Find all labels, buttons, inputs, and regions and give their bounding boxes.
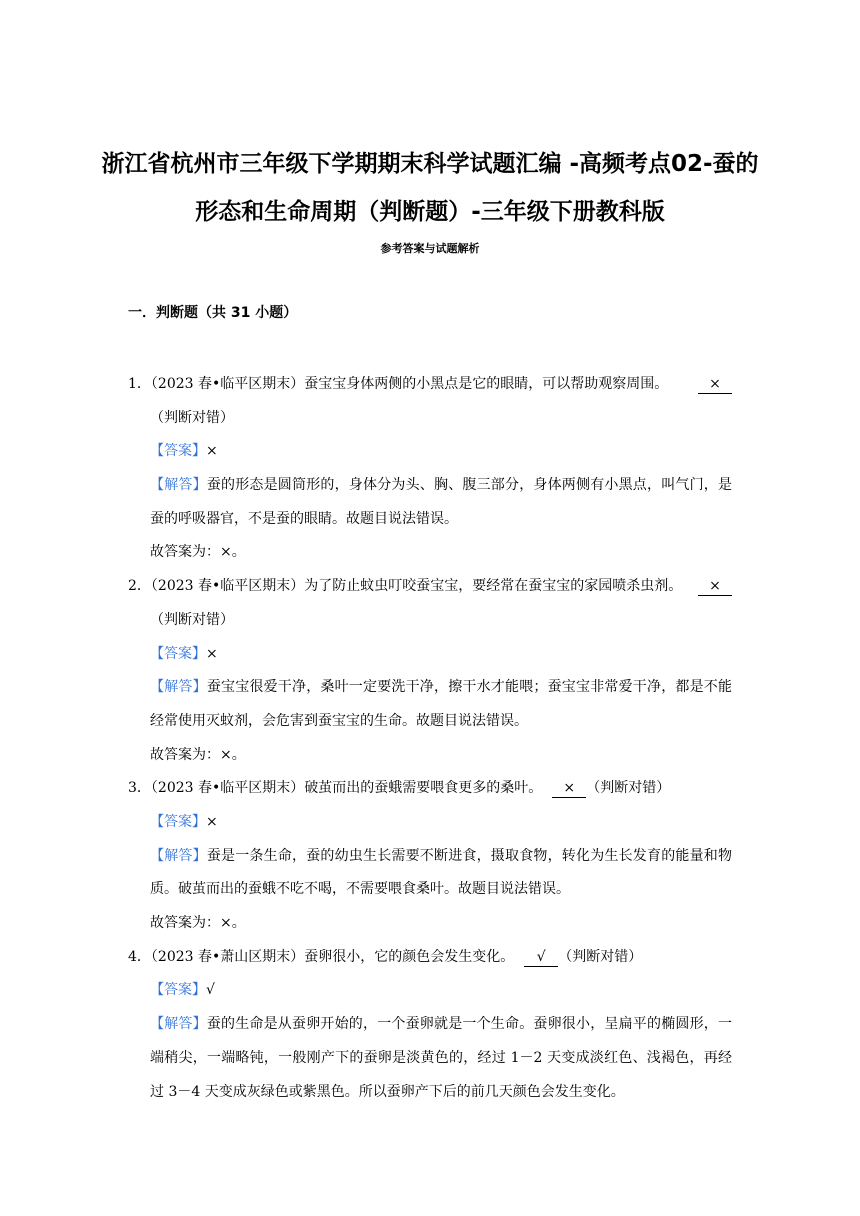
document-title: 浙江省杭州市三年级下学期期末科学试题汇编 -高频考点02-蚕的形态和生命周期（判断题）-三年级下册教科版 bbox=[101, 151, 759, 225]
answer-tag: 【答案】 bbox=[150, 443, 206, 460]
analysis-text: 蚕是一条生命，蚕的幼虫生长需要不断进食，摄取食物，转化为生长发育的能量和物质。破茧而出的蚕蛾不吃不喝，不需要喂食桑叶。故题目说法错误。 bbox=[150, 847, 733, 898]
question-text: 3．（2023 春•临平区期末）破茧而出的蚕蛾需要喂食更多的桑叶。 bbox=[128, 780, 543, 797]
answer-tag: 【答案】 bbox=[150, 645, 206, 662]
analysis-block bbox=[128, 469, 732, 536]
conclusion: 故答案为：×。 bbox=[150, 915, 246, 932]
answer-value: × bbox=[206, 443, 218, 460]
question-1 bbox=[128, 368, 732, 402]
analysis-block bbox=[128, 840, 732, 907]
answer-blank: × bbox=[698, 375, 732, 394]
analysis-text: 蚕宝宝很爱干净，桑叶一定要洗干净，擦干水才能喂；蚕宝宝非常爱干净，都是不能经常使用灭蚊剂，会危害到蚕宝宝的生命。故题目说法错误。 bbox=[150, 679, 733, 729]
section-heading: 一．判断题（共 31 小题） bbox=[128, 305, 298, 321]
answer-value: √ bbox=[206, 982, 215, 999]
answer-value: × bbox=[206, 814, 218, 830]
answer-blank: × bbox=[552, 779, 586, 798]
conclusion: 故答案为：×。 bbox=[150, 544, 246, 561]
judge-note: （判断对错） bbox=[558, 948, 643, 965]
analysis-tag: 【解答】 bbox=[150, 477, 207, 494]
answer-line bbox=[128, 435, 732, 469]
answer-tag: 【答案】 bbox=[150, 982, 206, 999]
analysis-tag: 【解答】 bbox=[150, 847, 207, 864]
conclusion: 故答案为：×。 bbox=[150, 746, 246, 763]
question-text: 4．（2023 春•萧山区期末）蚕卵很小，它的颜色会发生变化。 bbox=[128, 948, 515, 965]
judge-note: （判断对错） bbox=[150, 409, 234, 426]
question-text: 1．（2023 春•临平区期末）蚕宝宝身体两侧的小黑点是它的眼睛，可以帮助观察周围。 bbox=[128, 376, 669, 392]
analysis-tag: 【解答】 bbox=[150, 1016, 207, 1033]
answer-tag: 【答案】 bbox=[150, 814, 206, 830]
analysis-text: 蚕的形态是圆筒形的，身体分为头、胸、腹三部分，身体两侧有小黑点，叫气门，是蚕的呼吸器官，不是蚕的眼睛。故题目说法错误。 bbox=[150, 477, 733, 527]
answer-line bbox=[128, 638, 732, 672]
answer-blank: × bbox=[698, 577, 732, 596]
document-subtitle: 参考答案与试题解析 bbox=[380, 242, 480, 255]
question-2 bbox=[128, 570, 732, 604]
answer-line bbox=[128, 806, 732, 840]
answer-value: × bbox=[206, 645, 218, 662]
answer-line bbox=[128, 974, 732, 1008]
question-text: 2．（2023 春•临平区期末）为了防止蚊虫叮咬蚕宝宝，要经常在蚕宝宝的家园喷杀虫剂。 bbox=[128, 578, 683, 595]
analysis-block bbox=[128, 1008, 732, 1109]
analysis-text: 蚕的生命是从蚕卵开始的，一个蚕卵就是一个生命。蚕卵很小，呈扁平的椭圆形，一端稍尖，一端略钝，一般刚产下的蚕卵是淡黄色的，经过 1－2 天变成淡红色、浅褐色，再经过 3－4 天变成灰绿色或紫黑色。所以蚕卵产下后的前几天颜色会发生变化。 bbox=[150, 1016, 733, 1100]
question-4 bbox=[128, 941, 732, 975]
judge-note: （判断对错） bbox=[150, 611, 234, 628]
answer-blank: √ bbox=[524, 948, 558, 967]
judge-note: （判断对错） bbox=[586, 780, 671, 797]
question-list bbox=[128, 368, 732, 1109]
analysis-tag: 【解答】 bbox=[150, 679, 207, 696]
question-3 bbox=[128, 772, 732, 806]
analysis-block bbox=[128, 671, 732, 738]
